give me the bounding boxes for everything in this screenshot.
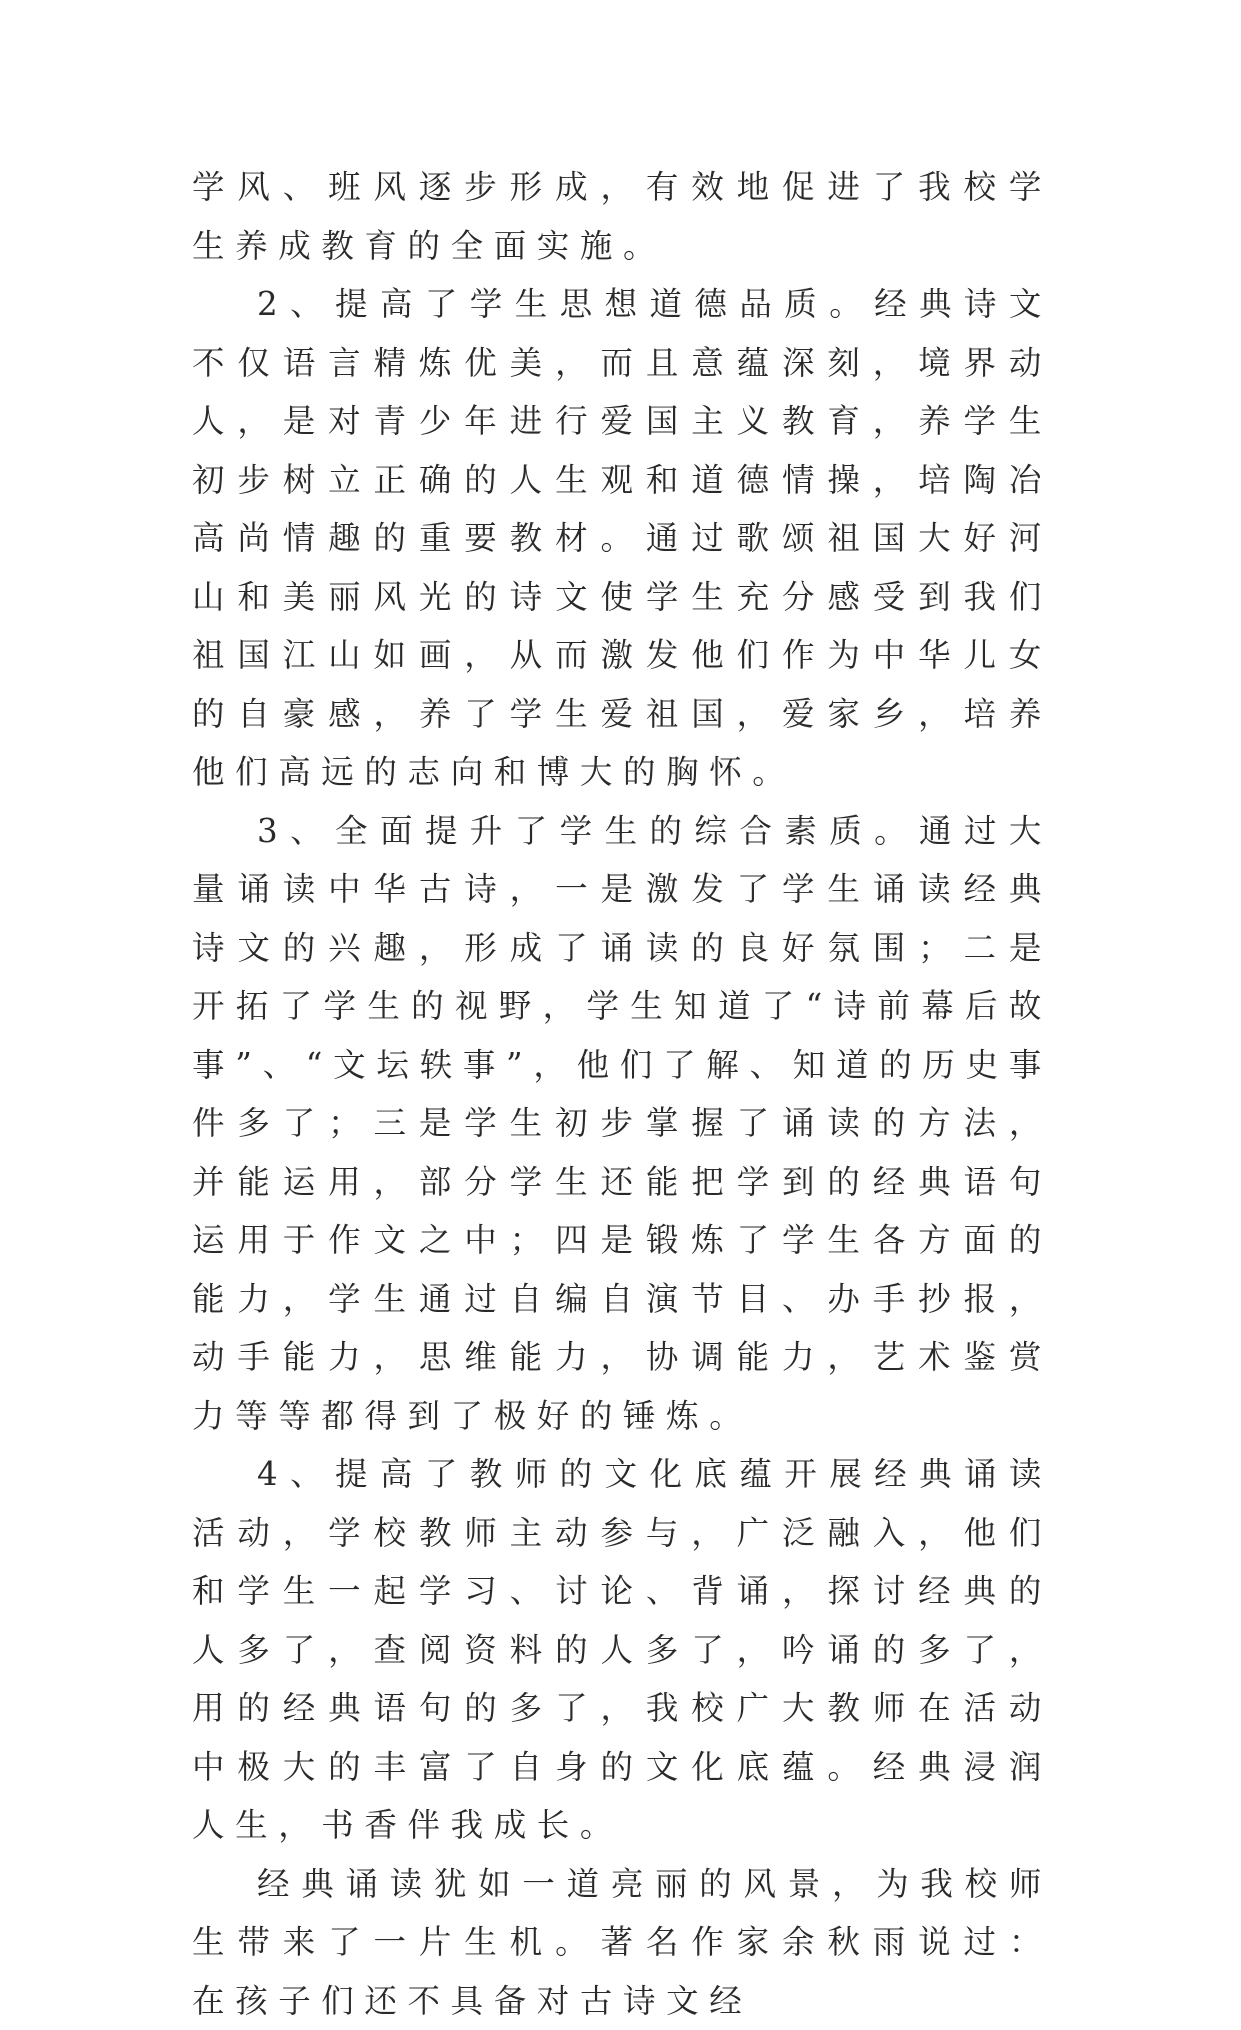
paragraph-moral-quality: 2、提高了学生思想道德品质。经典诗文不仅语言精炼优美，而且意蕴深刻，境界动人，是对青少年进行爱国主义教育，养学生初步树立正确的人生观和道德情操，培陶冶高尚情趣的重要教材。通过歌颂祖国大好河山和美丽风光的诗文使学生充分感受到我们祖国江山如画，从而激发他们作为中华儿女的自豪感，养了学生爱祖国，爱家乡，培养他们高远的志向和博大的胸怀。 bbox=[192, 275, 1052, 802]
paragraph-continuation: 学风、班风逐步形成，有效地促进了我校学生养成教育的全面实施。 bbox=[192, 158, 1052, 275]
paragraph-overall-quality: 3、全面提升了学生的综合素质。通过大量诵读中华古诗，一是激发了学生诵读经典诗文的兴趣，形成了诵读的良好氛围；二是开拓了学生的视野，学生知道了“诗前幕后故事”、“文坛轶事”，他们了解、知道的历史事件多了；三是学生初步掌握了诵读的方法，并能运用，部分学生还能把学到的经典语句运用于作文之中；四是锻炼了学生各方面的能力，学生通过自编自演节目、办手抄报，动手能力，思维能力，协调能力，艺术鉴赏力等等都得到了极好的锤炼。 bbox=[192, 802, 1052, 1446]
paragraph-conclusion: 经典诵读犹如一道亮丽的风景，为我校师生带来了一片生机。著名作家余秋雨说过：在孩子们还不具备对古诗文经 bbox=[192, 1855, 1052, 2030]
body-text bbox=[192, 158, 1052, 2030]
paragraph-teacher-culture: 4、提高了教师的文化底蕴开展经典诵读活动，学校教师主动参与，广泛融入，他们和学生一起学习、讨论、背诵，探讨经典的人多了，查阅资料的人多了，吟诵的多了，用的经典语句的多了，我校广大教师在活动中极大的丰富了自身的文化底蕴。经典浸润人生，书香伴我成长。 bbox=[192, 1445, 1052, 1855]
